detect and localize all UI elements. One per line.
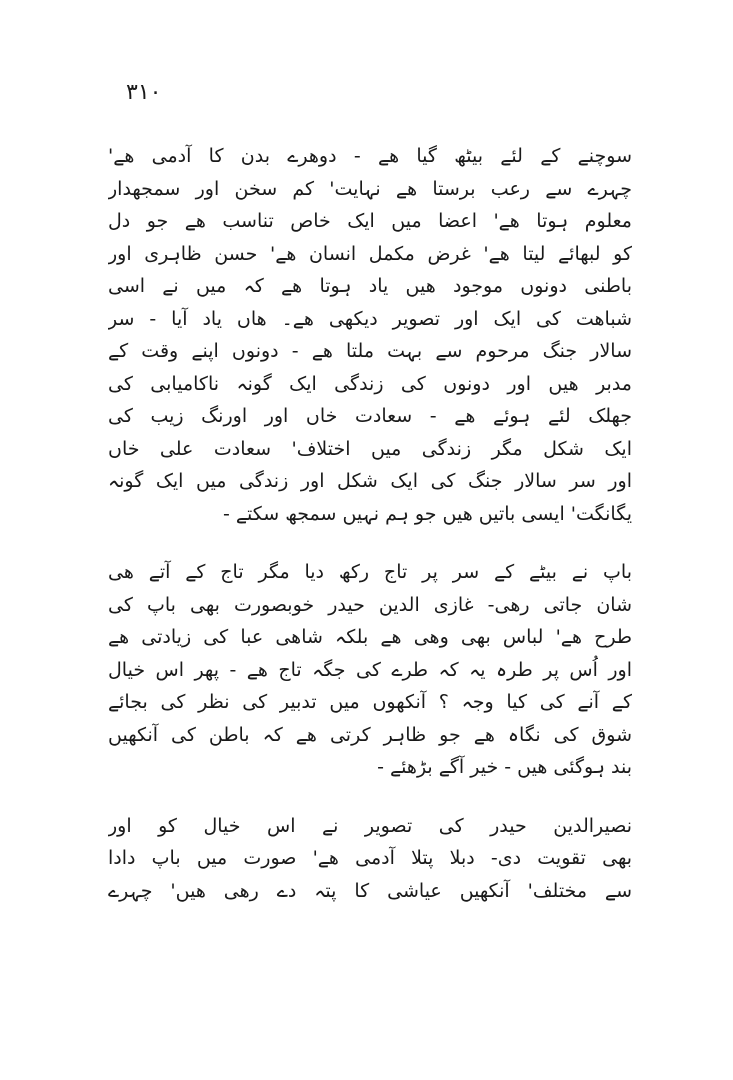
paragraph-1 xyxy=(108,140,632,530)
text-line: ایک شکل مگر زندگی میں اختلاف' سعادت علی خاں xyxy=(108,437,632,460)
text-line: سے مختلف' آنکھیں عیاشی کا پتہ دے رھی ھیں' چہرے xyxy=(108,879,632,902)
text-line: شباھت کی ایک اور تصویر دیکھی ھے۔ ھاں یاد آیا - سر xyxy=(108,307,632,330)
text-line: کو لبھائے لیتا ھے' غرض مکمل انسان ھے' حسن ظاہری اور xyxy=(108,242,632,265)
body-text xyxy=(108,140,632,933)
text-line: اور اُس پر طرہ یہ کہ طرے کی جگہ تاج ھے - پھر اس خیال xyxy=(108,658,632,681)
text-line: طرح ھے' لباس بھی وھی ھے بلکہ شاھی عبا کی زیادتی ھے xyxy=(108,626,632,648)
text-line: شوق کی نگاہ ھے جو ظاہر کرتی ھے کہ باطن کی آنکھیں xyxy=(108,723,632,746)
text-line: چہرے سے رعب برستا ھے نہایت' کم سخن اور سمجھدار xyxy=(108,177,632,200)
text-line: یگانگت' ایسی باتیں ھیں جو ہم نہیں سمجھ سکتے - xyxy=(223,502,632,525)
text-line: معلوم ہوتا ھے' اعضا میں ایک خاص تناسب ھے جو دل xyxy=(108,210,632,232)
text-line: جھلک لئے ہوئے ھے - سعادت خاں اور اورنگ زیب کی xyxy=(108,405,632,427)
text-line: اور سر سالار جنگ کی ایک شکل اور زندگی میں ایک گونہ xyxy=(108,470,632,492)
text-line: باپ نے بیٹے کے سر پر تاج رکھ دیا مگر تاج کے آتے ھی xyxy=(108,561,632,583)
text-line: باطنی دونوں موجود ھیں یاد ہوتا ھے کہ میں نے اسی xyxy=(108,275,632,297)
text-line: سالار جنگ مرحوم سے بہت ملتا ھے - دونوں اپنے وقت کے xyxy=(108,340,632,362)
text-line: بند ہوگئی ھیں - خیر آگے بڑھئے - xyxy=(377,756,632,778)
text-line: سوچنے کے لئے بیٹھ گیا ھے - دوھرے بدن کا آدمی ھے' xyxy=(108,145,632,167)
text-line: نصیرالدین حیدر کی تصویر نے اس خیال کو اور xyxy=(108,814,632,837)
text-line: بھی تقویت دی- دبلا پتلا آدمی ھے' صورت میں باپ دادا xyxy=(108,847,632,869)
text-line: مدبر ھیں اور دونوں کی زندگی ایک گونہ ناکامیابی کی xyxy=(108,372,632,395)
page-number: ۳۱۰ xyxy=(126,80,162,105)
text-line: شان جاتی رھی- غازی الدین حیدر خوبصورت بھی باپ کی xyxy=(108,593,632,616)
paragraph-3 xyxy=(108,810,632,908)
paragraph-2 xyxy=(108,556,632,784)
text-line: کے آنے کی کیا وجہ ؟ آنکھوں میں تدبیر کی نظر کی بجائے xyxy=(108,691,632,713)
